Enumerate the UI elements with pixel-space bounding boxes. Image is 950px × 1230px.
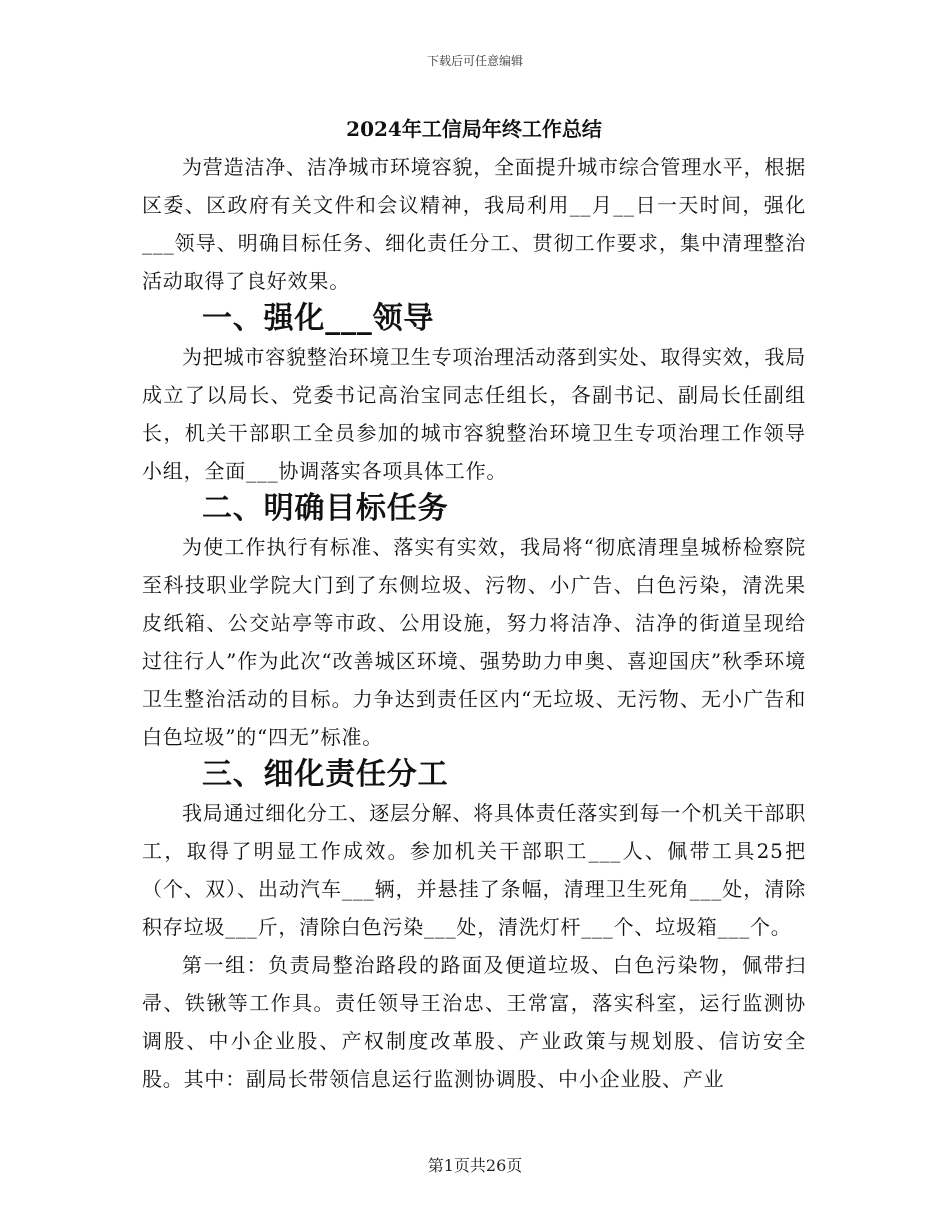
section-1-paragraph-1: 为把城市容貌整治环境卫生专项治理活动落到实处、取得实效，我局成立了以局长、党委书记高治宝同志任组长，各副书记、副局长任副组长，机关干部职工全员参加的城市容貌整治环境卫生专项治理工作领导小组，全面___协调落实各项具体工作。 bbox=[142, 345, 806, 483]
document-body bbox=[142, 110, 806, 1098]
section-heading-3: 三、细化责任分工 bbox=[202, 757, 449, 792]
section-2-paragraph-1: 为使工作执行有标准、落实有实效，我局将“彻底清理皇城桥检察院至科技职业学院大门到了东侧垃圾、污物、小广告、白色污染，清洗果皮纸箱、公交站亭等市政、公用设施，努力将洁净、洁净的街道呈现给过往行人”作为此次“改善城区环境、强势助力申奥、喜迎国庆”秋季环境卫生整治活动的目标。力争达到责任区内“无垃圾、无污物、无小广告和白色垃圾”的“四无”标准。 bbox=[142, 535, 806, 749]
document-title: 2024年工信局年终工作总结 bbox=[346, 117, 602, 141]
page-header-note: 下载后可任意编辑 bbox=[426, 54, 523, 68]
section-heading-2: 二、明确目标任务 bbox=[202, 491, 449, 526]
intro-paragraph: 为营造洁净、洁净城市环境容貌，全面提升城市综合管理水平，根据区委、区政府有关文件和会议精神，我局利用__月__日一天时间，强化___领导、明确目标任务、细化责任分工、贯彻工作要求，集中清理整治活动取得了良好效果。 bbox=[142, 155, 806, 293]
section-heading-1: 一、强化___领导 bbox=[202, 301, 435, 336]
section-3-paragraph-2: 第一组：负责局整治路段的路面及便道垃圾、白色污染物，佩带扫帚、铁锹等工作具。责任领导王治忠、王常富，落实科室，运行监测协调股、中小企业股、产权制度改革股、产业政策与规划股、信访安全股。其中：副局长带领信息运行监测协调股、中小企业股、产业 bbox=[142, 953, 806, 1091]
section-3-paragraph-1: 我局通过细化分工、逐层分解、将具体责任落实到每一个机关干部职工，取得了明显工作成效。参加机关干部职工___人、佩带工具25把（个、双）、出动汽车___辆，并悬挂了条幅，清理卫生死角___处，清除积存垃圾___斤，清除白色污染___处，清洗灯杆___个、垃圾箱___个。 bbox=[142, 801, 806, 939]
page-number: 第1页共26页 bbox=[427, 1156, 523, 1175]
